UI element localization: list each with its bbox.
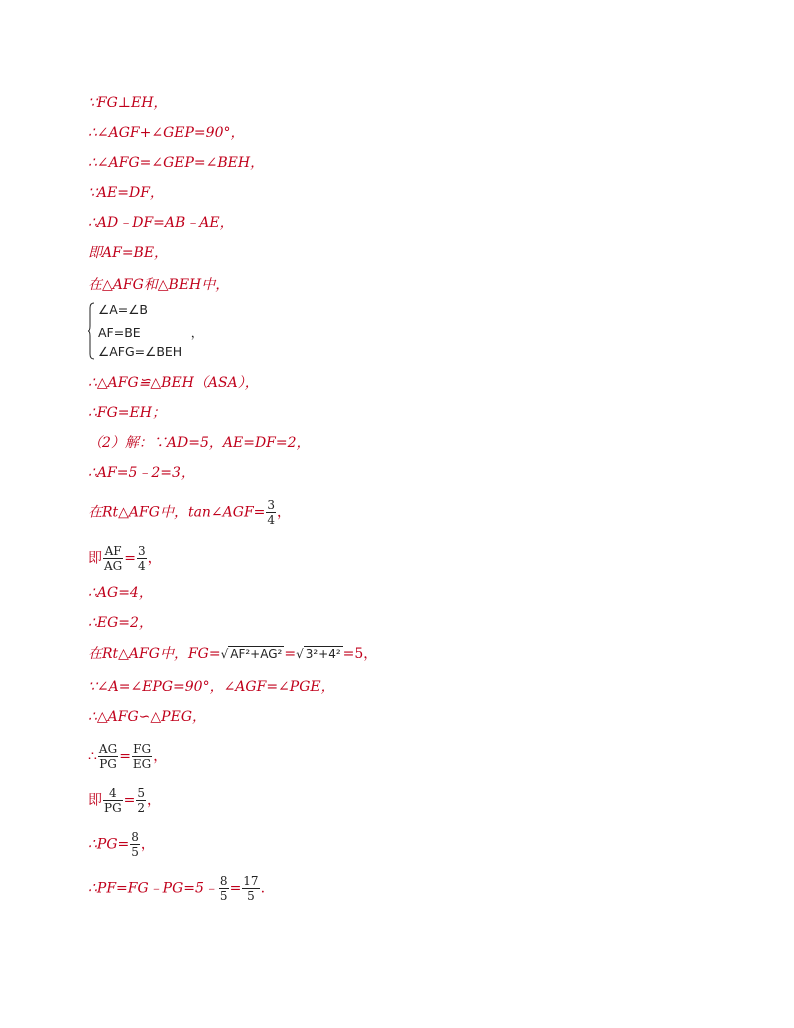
- tan-prefix: 在Rt△AFG中，tan∠AGF=: [88, 504, 266, 521]
- angle-line: ∵∠A=∠EPG=90°，∠AGF=∠PGE，: [88, 679, 335, 695]
- proof-line-11: ∴AF=5﹣2=3，: [88, 465, 195, 481]
- fg-prefix: 在Rt△AFG中，FG=: [88, 646, 221, 662]
- sub-fraction-1: [103, 786, 123, 815]
- ratio-fraction-1: [103, 544, 123, 573]
- pg-suffix: ，: [140, 836, 155, 853]
- system-row-1: ∠A=∠B: [98, 302, 149, 317]
- sqrt-radicand-2: 3²+4²: [305, 647, 341, 661]
- proof-line-3: ∴∠AFG=∠GEP=∠BEH，: [88, 155, 265, 171]
- ag-line: ∴AG=4，: [88, 585, 153, 601]
- ratio-den-2: 4: [138, 559, 146, 573]
- fg-suffix: =5，: [342, 646, 378, 662]
- prop-prefix: ∴: [88, 748, 97, 765]
- system-row-2: [98, 323, 203, 341]
- sub-den-2: 2: [137, 801, 146, 815]
- sub-prefix: 即: [88, 792, 102, 809]
- prop-eq: =: [119, 748, 131, 765]
- prop-den-2: EG: [132, 757, 152, 771]
- pf-num-1: 8: [219, 874, 228, 888]
- ratio-eq: =: [124, 550, 136, 567]
- tan-suffix: ，: [277, 504, 292, 521]
- pf-fraction-1: [219, 874, 229, 903]
- similar-line: ∴△AFG∽△PEG，: [88, 709, 207, 725]
- prop-num-2: FG: [133, 742, 152, 756]
- ratio-den-1: AG: [104, 559, 123, 573]
- pg-prefix: ∴PG=: [88, 836, 130, 853]
- pg-line: [88, 830, 155, 859]
- proof-line-6: 即AF=BE，: [88, 245, 169, 261]
- tan-fraction: [266, 498, 276, 527]
- system-row-2-suffix: ，: [190, 325, 204, 340]
- sub-den-1: PG: [104, 801, 122, 815]
- pf-num-2: 17: [243, 874, 259, 888]
- system-row-2-text: AF=BE: [98, 325, 141, 340]
- sub-fraction-2: [136, 786, 146, 815]
- pf-eq: =: [229, 880, 242, 897]
- sub-num-2: 5: [137, 786, 146, 800]
- pf-suffix: .: [260, 880, 266, 897]
- tan-line: [88, 498, 291, 527]
- prop-den-1: PG: [99, 757, 117, 771]
- sub-eq: =: [123, 792, 136, 809]
- ratio-num-1: AF: [104, 544, 122, 558]
- proof-line-10: （2）解：∵AD=5，AE=DF=2，: [88, 435, 311, 451]
- pg-num: 8: [131, 830, 139, 844]
- sqrt-2: √ 3²+4²: [296, 647, 341, 661]
- system-row-3: ∠AFG=∠BEH: [98, 344, 183, 359]
- pg-den: 5: [131, 845, 139, 859]
- ratio-suffix: ，: [147, 550, 162, 567]
- pg-fraction: [130, 830, 140, 859]
- prop-suffix: ，: [153, 748, 168, 765]
- pf-prefix: ∴PF=FG﹣PG=5﹣: [88, 880, 218, 897]
- proof-line-5: ∴AD﹣DF=AB﹣AE，: [88, 215, 234, 231]
- pf-line: [88, 874, 265, 903]
- prop-fraction-1: [98, 742, 118, 771]
- sqrt-1: √ AF²+AG²: [220, 647, 283, 661]
- proportion-line: [88, 742, 167, 771]
- pf-den-2: 5: [247, 889, 255, 903]
- sub-suffix: ，: [147, 792, 162, 809]
- tan-den: 4: [267, 513, 276, 527]
- pf-den-1: 5: [219, 889, 228, 903]
- fg-eq: =: [284, 646, 297, 662]
- proof-line-2: ∴∠AGF+∠GEP=90°，: [88, 125, 245, 141]
- fg-line: [88, 645, 377, 663]
- left-brace-icon: [88, 302, 95, 360]
- substitution-line: [88, 786, 161, 815]
- sub-num-1: 4: [103, 786, 123, 801]
- proof-line-8: ∴△AFG≌△BEH（ASA），: [88, 375, 259, 391]
- prop-fraction-2: [132, 742, 152, 771]
- ratio-fraction-2: [137, 544, 147, 573]
- tan-num: 3: [267, 498, 276, 512]
- ratio-prefix: 即: [88, 550, 102, 567]
- pf-fraction-2: [242, 874, 259, 903]
- prop-num-1: AG: [98, 742, 118, 756]
- proof-line-4: ∵AE=DF，: [88, 185, 164, 201]
- ratio-line: [88, 544, 162, 573]
- proof-line-1: ∵FG⊥EH，: [88, 95, 168, 111]
- sqrt-radicand-1: AF²+AG²: [230, 647, 283, 661]
- ratio-num-2: 3: [138, 544, 146, 558]
- proof-line-9: ∴FG=EH；: [88, 405, 166, 421]
- proof-line-7: 在△AFG和△BEH中，: [88, 277, 230, 293]
- eg-line: ∴EG=2，: [88, 615, 153, 631]
